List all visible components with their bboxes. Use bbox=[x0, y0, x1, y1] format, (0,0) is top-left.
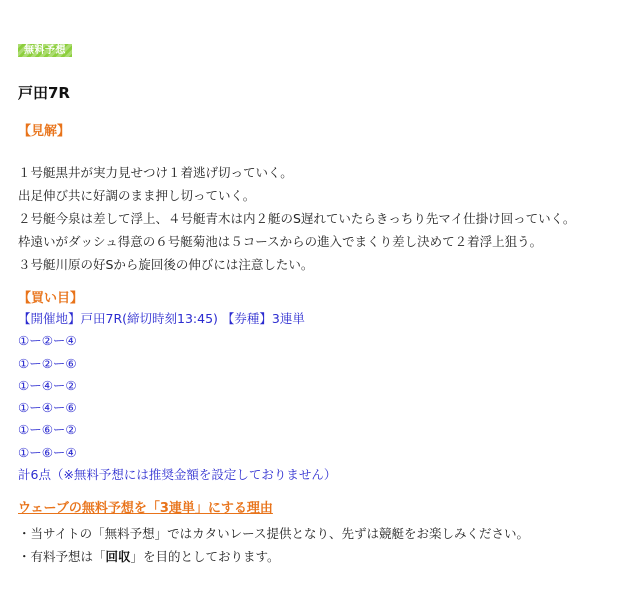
picks-list bbox=[18, 308, 622, 486]
reason-body bbox=[18, 522, 622, 568]
reason-emphasis: 回収 bbox=[105, 549, 131, 565]
pick-combo: ①ー②ー④ bbox=[18, 333, 77, 349]
pick-combo: ①ー⑥ー② bbox=[18, 422, 77, 438]
analysis-line: 出足伸び共に好調のまま押し切っていく。 bbox=[18, 188, 256, 203]
reason-line bbox=[18, 545, 622, 568]
analysis-heading: 【見解】 bbox=[18, 124, 71, 139]
free-prediction-badge: 無料予想 bbox=[18, 44, 72, 57]
pick-combo: ①ー④ー⑥ bbox=[18, 400, 77, 416]
analysis-line: ３号艇川原の好Sから旋回後の伸びには注意したい。 bbox=[18, 257, 314, 272]
analysis-line: １号艇黒井が実力見せつけ１着逃げ切っていく。 bbox=[18, 165, 293, 180]
analysis-line: 枠遠いがダッシュ得意の６号艇菊池は５コースからの進入でまくり差し決めて２着浮上狙う。 bbox=[18, 234, 543, 249]
reason-line-prefix: ・有料予想は「 bbox=[18, 549, 106, 565]
picks-heading: 【買い目】 bbox=[18, 291, 84, 306]
picks-total: 計6点（※無料予想には推奨金額を設定しておりません） bbox=[18, 467, 337, 483]
analysis-body bbox=[18, 161, 622, 276]
reason-heading: ウェーブの無料予想を「3連単」にする理由 bbox=[18, 501, 273, 517]
race-title: 戸田7R bbox=[18, 84, 70, 102]
pick-combo: ①ー⑥ー④ bbox=[18, 444, 77, 460]
reason-line-suffix: 」を目的としております。 bbox=[130, 549, 280, 565]
pick-combo: ①ー②ー⑥ bbox=[18, 355, 77, 371]
venue-info: 【開催地】戸田7R(締切時刻13:45) 【券種】3連単 bbox=[18, 311, 305, 326]
article bbox=[18, 38, 622, 568]
pick-combo: ①ー④ー② bbox=[18, 377, 77, 393]
reason-line: ・当サイトの「無料予想」ではカタいレース提供となり、先ずは競艇をお楽しみください。 bbox=[18, 526, 530, 542]
analysis-line: ２号艇今泉は差して浮上、４号艇青木は内２艇のS遅れていたらきっちり先マイ仕掛け回っていく。 bbox=[18, 211, 576, 226]
